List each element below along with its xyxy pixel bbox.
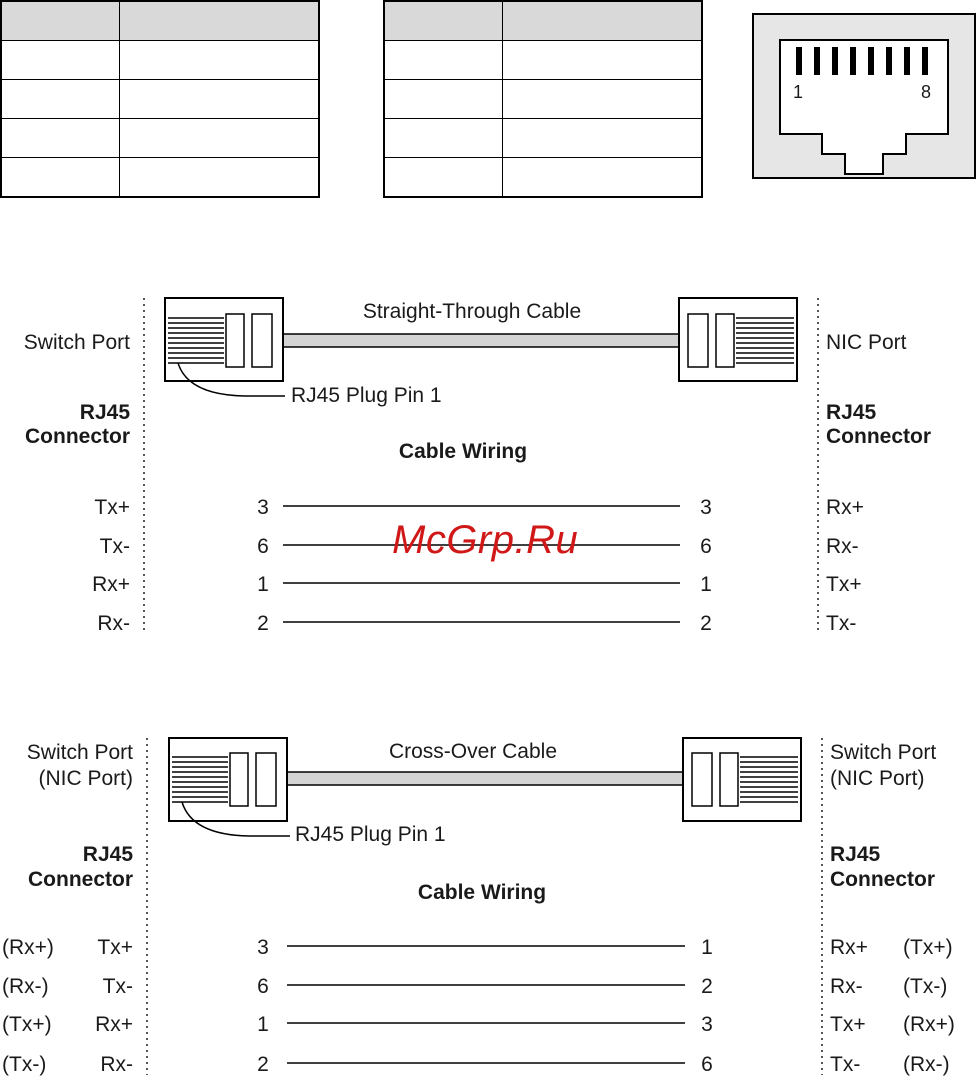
wiring-row — [97, 612, 856, 635]
left-alt-signal: (Tx+) — [2, 1013, 52, 1036]
rj45-plug-left-icon — [165, 298, 283, 381]
wiring-title: Cable Wiring — [398, 440, 528, 463]
left-signal: Rx- — [97, 612, 130, 635]
right-signal: Rx- — [826, 535, 859, 558]
wiring-title: Cable Wiring — [417, 881, 547, 904]
right-signal: Tx- — [826, 612, 857, 635]
left-pin: 3 — [257, 496, 269, 519]
left-alt-signal: (Rx-) — [2, 975, 49, 998]
left-signal: Rx- — [100, 1053, 133, 1076]
right-signal: Tx+ — [826, 573, 862, 596]
plug-pin-label: RJ45 Plug Pin 1 — [291, 384, 442, 407]
rj45-jack-icon — [753, 14, 975, 178]
left-signal: Tx- — [99, 535, 130, 558]
right-connector-label: Connector — [826, 425, 931, 448]
left-alt-signal: (Rx+) — [2, 936, 54, 959]
wiring-row — [2, 1053, 950, 1076]
right-port-label: Switch Port — [830, 741, 937, 764]
right-port-label: (NIC Port) — [830, 767, 925, 790]
right-pin: 3 — [700, 496, 712, 519]
right-signal: Rx+ — [826, 496, 864, 519]
left-pin: 3 — [257, 936, 269, 959]
right-signal: Tx- — [830, 1053, 861, 1076]
plug-pin-label: RJ45 Plug Pin 1 — [295, 823, 446, 846]
cable-title: Straight-Through Cable — [362, 300, 582, 323]
right-alt-signal: (Rx+) — [903, 1013, 955, 1036]
left-signal: Tx- — [102, 975, 133, 998]
right-port-label: NIC Port — [826, 331, 907, 354]
cable-icon — [283, 334, 679, 347]
right-pin: 1 — [701, 936, 713, 959]
left-connector-label: RJ45 — [79, 401, 130, 424]
rj45-plug-left-icon — [169, 738, 287, 821]
left-pin: 6 — [257, 535, 269, 558]
wiring-row — [2, 1013, 955, 1036]
left-signal: Rx+ — [92, 573, 130, 596]
straight-through-section — [24, 298, 931, 635]
left-alt-signal: (Tx-) — [2, 1053, 47, 1076]
left-signal: Rx+ — [95, 1013, 133, 1036]
left-port-label: Switch Port — [23, 331, 130, 354]
right-signal: Rx+ — [830, 936, 868, 959]
right-connector-label: RJ45 — [826, 401, 877, 424]
cable-title: Cross-Over Cable — [388, 740, 558, 763]
rj45-plug-right-icon — [679, 298, 797, 381]
wiring-row — [94, 496, 864, 519]
left-port-label: Switch Port — [26, 741, 133, 764]
left-signal: Tx+ — [97, 936, 133, 959]
right-connector-label: RJ45 — [830, 843, 881, 866]
right-signal: Tx+ — [830, 1013, 866, 1036]
left-connector-label: Connector — [25, 425, 130, 448]
right-connector-label: Connector — [830, 868, 935, 891]
wiring-row — [92, 573, 862, 596]
jack-pin-last-label: 8 — [921, 82, 932, 102]
right-pin: 3 — [701, 1013, 713, 1036]
right-pin: 1 — [700, 573, 712, 596]
right-pin: 6 — [701, 1053, 713, 1076]
right-alt-signal: (Rx-) — [903, 1053, 950, 1076]
left-connector-label: RJ45 — [82, 843, 133, 866]
wiring-row — [2, 975, 947, 998]
right-pin: 2 — [700, 612, 712, 635]
right-signal: Rx- — [830, 975, 863, 998]
jack-pin-first-label: 1 — [793, 82, 804, 102]
watermark: McGrp.Ru — [392, 518, 579, 562]
left-port-label: (NIC Port) — [38, 767, 133, 790]
left-pin: 1 — [257, 573, 269, 596]
right-pin: 2 — [701, 975, 713, 998]
cable-icon — [287, 772, 683, 785]
left-signal: Tx+ — [94, 496, 130, 519]
wiring-row — [2, 936, 953, 959]
rj45-plug-right-icon — [683, 738, 801, 821]
right-alt-signal: (Tx-) — [903, 975, 948, 998]
left-connector-label: Connector — [28, 868, 133, 891]
right-pin: 6 — [700, 535, 712, 558]
left-pin: 1 — [257, 1013, 269, 1036]
left-pin: 6 — [257, 975, 269, 998]
right-alt-signal: (Tx+) — [903, 936, 953, 959]
left-pin: 2 — [257, 612, 269, 635]
left-pin: 2 — [257, 1053, 269, 1076]
cross-over-section — [2, 738, 955, 1076]
